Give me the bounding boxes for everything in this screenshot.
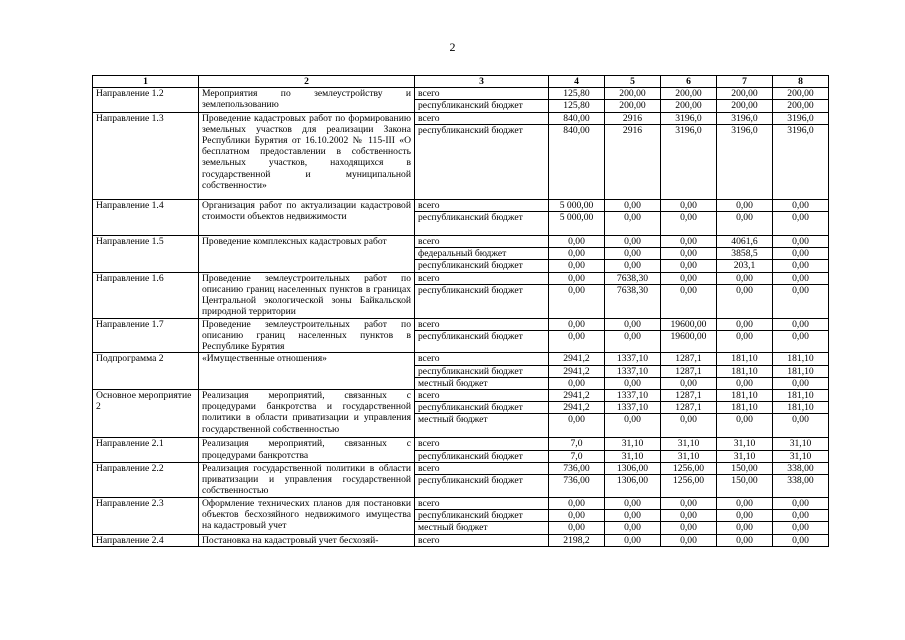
value-cell: 3196,0: [773, 112, 829, 124]
value-cell: 0,00: [605, 510, 661, 522]
value-cell: 0,00: [549, 377, 605, 389]
table-row: [93, 88, 829, 100]
row-description: Мероприятия по землеустройству и землепользованию: [199, 88, 415, 112]
value-cell: 0,00: [717, 272, 773, 284]
value-cell: 3196,0: [773, 124, 829, 199]
table-row: [93, 353, 829, 365]
funding-source: республиканский бюджет: [415, 260, 549, 272]
value-cell: 200,00: [773, 100, 829, 112]
value-cell: 0,00: [661, 236, 717, 248]
value-cell: 0,00: [717, 318, 773, 330]
value-cell: 181,10: [773, 390, 829, 402]
row-name: Направление 1.4: [93, 199, 199, 235]
value-cell: 0,00: [549, 248, 605, 260]
row-name: Подпрограмма 2: [93, 353, 199, 390]
value-cell: 0,00: [549, 414, 605, 438]
table-row: [93, 199, 829, 211]
value-cell: 2916: [605, 124, 661, 199]
col-header-6: 6: [661, 76, 717, 88]
value-cell: 5 000,00: [549, 199, 605, 211]
value-cell: 0,00: [605, 236, 661, 248]
value-cell: 0,00: [773, 284, 829, 318]
row-name: Основное мероприятие 2: [93, 390, 199, 438]
value-cell: 7,0: [549, 438, 605, 450]
value-cell: 0,00: [717, 498, 773, 510]
funding-source: всего: [415, 534, 549, 546]
value-cell: 0,00: [661, 199, 717, 211]
value-cell: 0,00: [549, 331, 605, 353]
value-cell: 125,80: [549, 100, 605, 112]
value-cell: 181,10: [773, 365, 829, 377]
value-cell: 0,00: [605, 212, 661, 236]
value-cell: 31,10: [661, 438, 717, 450]
value-cell: 2941,2: [549, 402, 605, 414]
header-row: [93, 76, 829, 88]
value-cell: 0,00: [605, 318, 661, 330]
funding-source: республиканский бюджет: [415, 510, 549, 522]
funding-source: всего: [415, 498, 549, 510]
value-cell: 0,00: [717, 522, 773, 534]
value-cell: 0,00: [605, 260, 661, 272]
value-cell: 31,10: [773, 438, 829, 450]
value-cell: 200,00: [661, 100, 717, 112]
value-cell: 0,00: [773, 272, 829, 284]
funding-source: всего: [415, 353, 549, 365]
value-cell: 2941,2: [549, 390, 605, 402]
value-cell: 0,00: [717, 414, 773, 438]
funding-source: всего: [415, 199, 549, 211]
value-cell: 31,10: [717, 450, 773, 462]
value-cell: 0,00: [549, 272, 605, 284]
row-description: «Имущественные отношения»: [199, 353, 415, 390]
row-description: Реализация государственной политики в области приватизации и управления государственной собственностью: [199, 462, 415, 497]
value-cell: 0,00: [549, 510, 605, 522]
table-row: [93, 462, 829, 474]
value-cell: 0,00: [605, 534, 661, 546]
value-cell: 181,10: [717, 402, 773, 414]
value-cell: 0,00: [661, 414, 717, 438]
value-cell: 736,00: [549, 462, 605, 474]
funding-source: республиканский бюджет: [415, 100, 549, 112]
funding-source: всего: [415, 462, 549, 474]
table-row: [93, 112, 829, 124]
value-cell: 2941,2: [549, 353, 605, 365]
value-cell: 0,00: [605, 248, 661, 260]
value-cell: 1306,00: [605, 475, 661, 498]
value-cell: 19600,00: [661, 318, 717, 330]
col-header-7: 7: [717, 76, 773, 88]
funding-source: всего: [415, 112, 549, 124]
row-description: Проведение землеустроительных работ по описанию границ населенных пунктов в Республике Бурятия: [199, 318, 415, 353]
value-cell: 19600,00: [661, 331, 717, 353]
value-cell: 0,00: [773, 236, 829, 248]
row-description: Оформление технических планов для постановки объектов бесхозяйного недвижимого имущества на кадастровый учет: [199, 498, 415, 535]
funding-source: местный бюджет: [415, 522, 549, 534]
funding-source: республиканский бюджет: [415, 212, 549, 236]
value-cell: 0,00: [717, 534, 773, 546]
value-cell: 200,00: [605, 88, 661, 100]
value-cell: 31,10: [605, 438, 661, 450]
value-cell: 0,00: [717, 284, 773, 318]
row-description: Проведение кадастровых работ по формированию земельных участков для реализации Закона Республики Бурятия от 16.10.2002 № 115-III «О бесплатном предоставлении в собственность земельных участков, находящихся в государственной и муниципальной собственности»: [199, 112, 415, 199]
col-header-8: 8: [773, 76, 829, 88]
value-cell: 1287,1: [661, 353, 717, 365]
value-cell: 0,00: [773, 212, 829, 236]
row-name: Направление 2.2: [93, 462, 199, 497]
row-description: Проведение землеустроительных работ по описанию границ населенных пунктов в границах Центральной экологической зоны Байкальской природной территории: [199, 272, 415, 318]
table-row: [93, 236, 829, 248]
value-cell: 0,00: [661, 534, 717, 546]
value-cell: 0,00: [773, 414, 829, 438]
value-cell: 31,10: [605, 450, 661, 462]
funding-source: всего: [415, 272, 549, 284]
value-cell: 0,00: [549, 522, 605, 534]
funding-source: всего: [415, 236, 549, 248]
table-row: [93, 438, 829, 450]
value-cell: 2198,2: [549, 534, 605, 546]
value-cell: 7,0: [549, 450, 605, 462]
value-cell: 181,10: [773, 402, 829, 414]
value-cell: 5 000,00: [549, 212, 605, 236]
col-header-2: 2: [199, 76, 415, 88]
value-cell: 200,00: [605, 100, 661, 112]
value-cell: 125,80: [549, 88, 605, 100]
table-row: [93, 272, 829, 284]
col-header-5: 5: [605, 76, 661, 88]
value-cell: 0,00: [661, 522, 717, 534]
value-cell: 0,00: [773, 377, 829, 389]
funding-source: всего: [415, 390, 549, 402]
value-cell: 0,00: [773, 260, 829, 272]
value-cell: 31,10: [717, 438, 773, 450]
value-cell: 0,00: [661, 377, 717, 389]
value-cell: 150,00: [717, 462, 773, 474]
funding-source: всего: [415, 438, 549, 450]
value-cell: 181,10: [717, 390, 773, 402]
row-name: Направление 1.2: [93, 88, 199, 112]
value-cell: 0,00: [773, 199, 829, 211]
row-name: Направление 1.3: [93, 112, 199, 199]
value-cell: 0,00: [605, 199, 661, 211]
value-cell: 0,00: [661, 272, 717, 284]
table-row: [93, 318, 829, 330]
value-cell: 0,00: [773, 331, 829, 353]
value-cell: 1287,1: [661, 402, 717, 414]
row-description: Постановка на кадастровый учет бесхозяй-: [199, 534, 415, 546]
funding-source: республиканский бюджет: [415, 124, 549, 199]
value-cell: 0,00: [717, 331, 773, 353]
value-cell: 840,00: [549, 124, 605, 199]
value-cell: 1287,1: [661, 365, 717, 377]
value-cell: 0,00: [549, 318, 605, 330]
value-cell: 7638,30: [605, 272, 661, 284]
value-cell: 0,00: [549, 284, 605, 318]
value-cell: 2941,2: [549, 365, 605, 377]
value-cell: 0,00: [605, 377, 661, 389]
value-cell: 0,00: [605, 522, 661, 534]
value-cell: 338,00: [773, 462, 829, 474]
table-row: [93, 390, 829, 402]
value-cell: 3196,0: [661, 112, 717, 124]
value-cell: 0,00: [549, 260, 605, 272]
value-cell: 200,00: [773, 88, 829, 100]
row-description: Организация работ по актуализации кадастровой стоимости объектов недвижимости: [199, 199, 415, 235]
page-number: 2: [449, 40, 456, 54]
col-header-1: 1: [93, 76, 199, 88]
value-cell: 0,00: [661, 498, 717, 510]
value-cell: 200,00: [661, 88, 717, 100]
value-cell: 3196,0: [717, 112, 773, 124]
value-cell: 3196,0: [661, 124, 717, 199]
funding-source: республиканский бюджет: [415, 365, 549, 377]
value-cell: 200,00: [717, 100, 773, 112]
value-cell: 0,00: [661, 212, 717, 236]
value-cell: 0,00: [717, 377, 773, 389]
table-row: [93, 534, 829, 546]
funding-source: всего: [415, 318, 549, 330]
value-cell: 0,00: [661, 510, 717, 522]
value-cell: 0,00: [773, 510, 829, 522]
value-cell: 7638,30: [605, 284, 661, 318]
value-cell: 0,00: [605, 498, 661, 510]
row-name: Направление 1.7: [93, 318, 199, 353]
row-name: Направление 2.4: [93, 534, 199, 546]
value-cell: 0,00: [717, 199, 773, 211]
funding-source: республиканский бюджет: [415, 331, 549, 353]
value-cell: 1337,10: [605, 402, 661, 414]
funding-source: местный бюджет: [415, 377, 549, 389]
value-cell: 0,00: [661, 248, 717, 260]
value-cell: 4061,6: [717, 236, 773, 248]
funding-source: местный бюджет: [415, 414, 549, 438]
table-row: [93, 498, 829, 510]
value-cell: 150,00: [717, 475, 773, 498]
budget-table: [92, 75, 829, 547]
value-cell: 1337,10: [605, 365, 661, 377]
value-cell: 203,1: [717, 260, 773, 272]
value-cell: 3196,0: [717, 124, 773, 199]
value-cell: 31,10: [773, 450, 829, 462]
value-cell: 840,00: [549, 112, 605, 124]
funding-source: всего: [415, 88, 549, 100]
value-cell: 1337,10: [605, 353, 661, 365]
row-name: Направление 2.3: [93, 498, 199, 535]
value-cell: 181,10: [773, 353, 829, 365]
value-cell: 0,00: [717, 510, 773, 522]
row-description: Реализация мероприятий, связанных с процедурами банкротства и государственной политики в области приватизации и управления государственной собственностью: [199, 390, 415, 438]
value-cell: 736,00: [549, 475, 605, 498]
value-cell: 181,10: [717, 353, 773, 365]
value-cell: 1306,00: [605, 462, 661, 474]
value-cell: 1256,00: [661, 475, 717, 498]
value-cell: 181,10: [717, 365, 773, 377]
value-cell: 0,00: [717, 212, 773, 236]
col-header-4: 4: [549, 76, 605, 88]
value-cell: 0,00: [605, 414, 661, 438]
row-name: Направление 1.5: [93, 236, 199, 273]
value-cell: 338,00: [773, 475, 829, 498]
value-cell: 0,00: [661, 260, 717, 272]
value-cell: 2916: [605, 112, 661, 124]
value-cell: 1287,1: [661, 390, 717, 402]
value-cell: 0,00: [605, 331, 661, 353]
value-cell: 1256,00: [661, 462, 717, 474]
value-cell: 0,00: [773, 534, 829, 546]
funding-source: республиканский бюджет: [415, 284, 549, 318]
funding-source: республиканский бюджет: [415, 475, 549, 498]
value-cell: 0,00: [549, 236, 605, 248]
value-cell: 3858,5: [717, 248, 773, 260]
row-description: Проведение комплексных кадастровых работ: [199, 236, 415, 273]
row-name: Направление 2.1: [93, 438, 199, 462]
value-cell: 0,00: [773, 248, 829, 260]
value-cell: 1337,10: [605, 390, 661, 402]
funding-source: республиканский бюджет: [415, 450, 549, 462]
table-body: [93, 88, 829, 547]
value-cell: 200,00: [717, 88, 773, 100]
col-header-3: 3: [415, 76, 549, 88]
value-cell: 0,00: [773, 318, 829, 330]
row-description: Реализация мероприятий, связанных с процедурами банкротства: [199, 438, 415, 462]
value-cell: 31,10: [661, 450, 717, 462]
value-cell: 0,00: [773, 522, 829, 534]
value-cell: 0,00: [661, 284, 717, 318]
funding-source: республиканский бюджет: [415, 402, 549, 414]
funding-source: федеральный бюджет: [415, 248, 549, 260]
value-cell: 0,00: [773, 498, 829, 510]
value-cell: 0,00: [549, 498, 605, 510]
row-name: Направление 1.6: [93, 272, 199, 318]
